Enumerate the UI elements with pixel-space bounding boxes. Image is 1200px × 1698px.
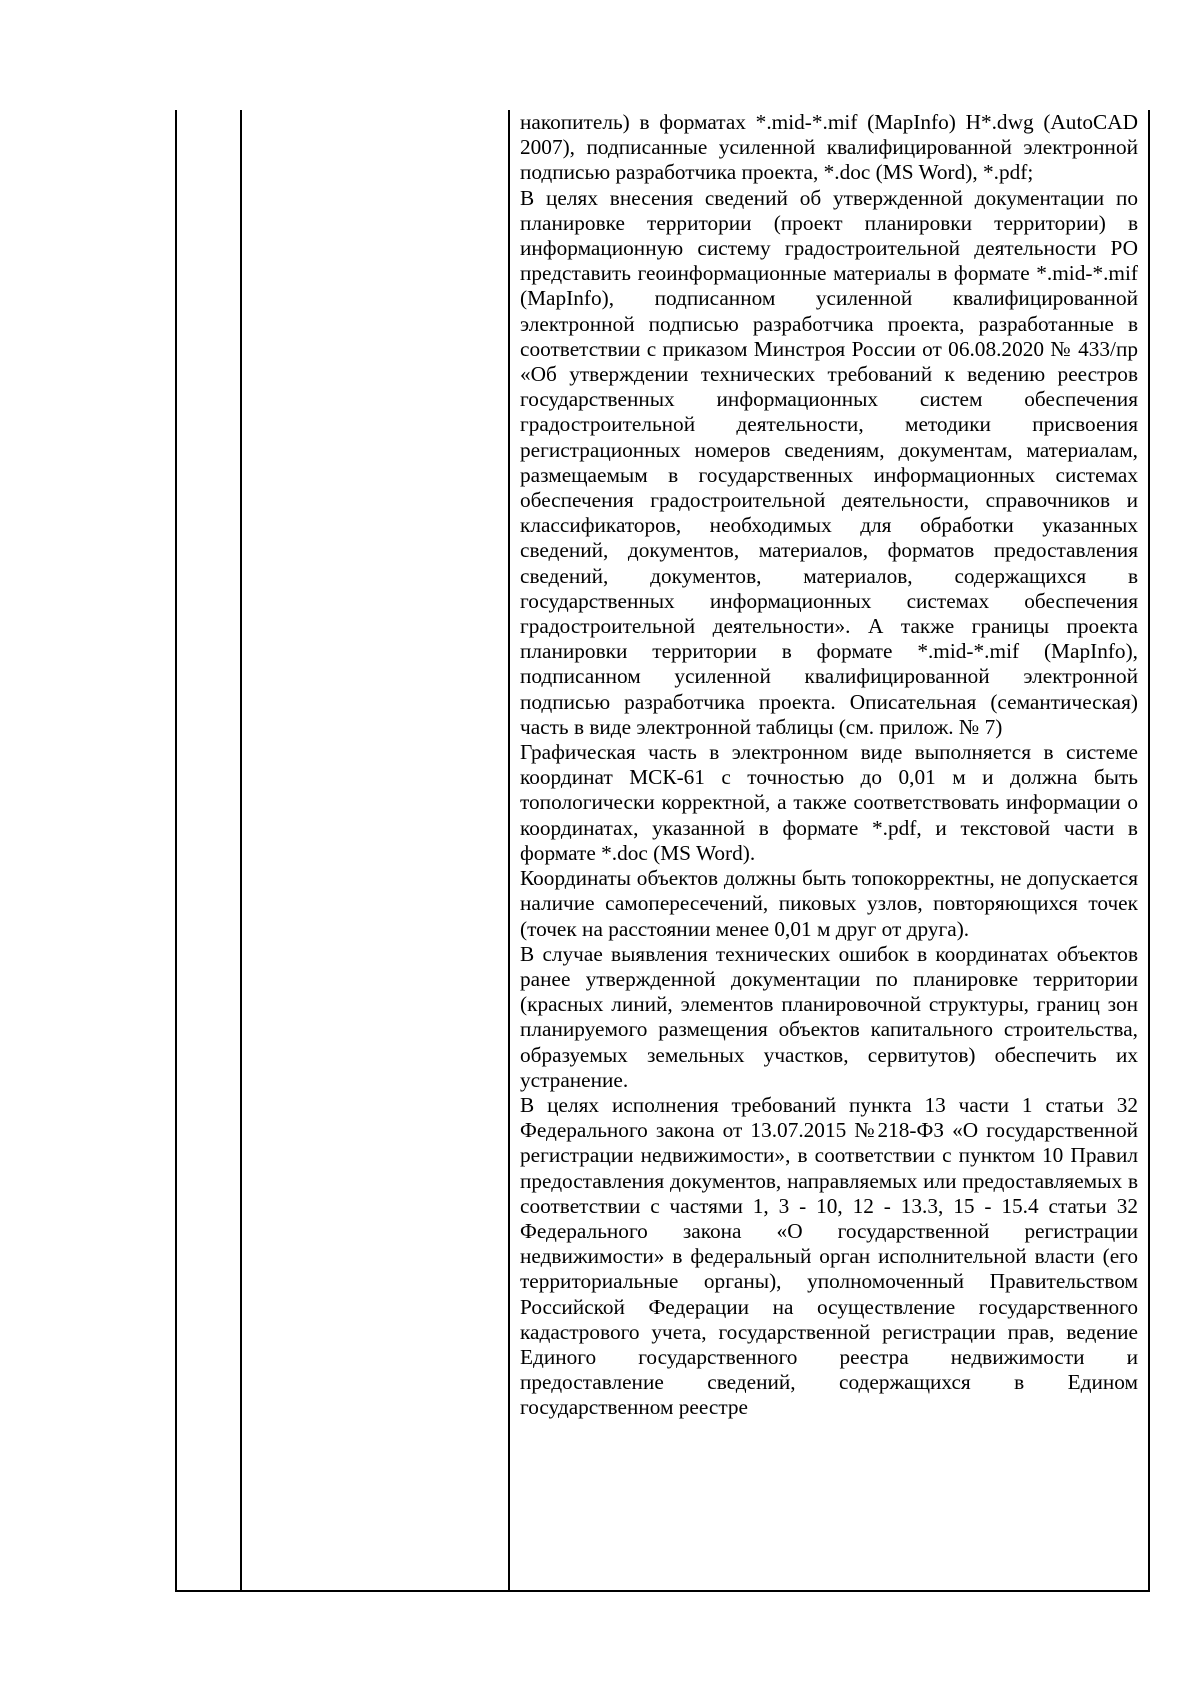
paragraph: Графическая часть в электронном виде выполняется в системе координат МСК-61 с точностью до 0,01 м и должна быть топологически корректной, а также соответствовать информации о координатах, указанной в формате *.pdf, и текстовой части в формате *.doc (MS Word). (520, 740, 1138, 865)
requirements-table (175, 110, 1150, 1592)
paragraph: В случае выявления технических ошибок в координатах объектов ранее утвержденной документации по планировке территории (красных линий, элементов планировочной структуры, границ зон планируемого размещения объектов капитального строительства, образуемых земельных участков, сервитутов) обеспечить их устранение. (520, 941, 1138, 1092)
paragraph: накопитель) в форматах *.mid-*.mif (MapInfo) H*.dwg (AutoCAD 2007), подписанные усиленной квалифицированной электронной подписью разработчика проекта, *.doc (MS Word), *.pdf; (520, 110, 1138, 185)
paragraph: В целях внесения сведений об утвержденной документации по планировке территории (проект планировки территории) в информационную систему градостроительной деятельности РО представить геоинформационные материалы в формате *.mid-*.mif (MapInfo), подписанном усиленной квалифицированной электронной подписью разработчика проекта, разработанные в соответствии с приказом Минстроя России от 06.08.2020 № 433/пр «Об утверждении технических требований к ведению реестров государственных информационных систем обеспечения градостроительной деятельности, методики присвоения регистрационных номеров сведениям, документам, материалам, размещаемым в государственных информационных системах обеспечения градостроительной деятельности, справочников и классификаторов, необходимых для обработки указанных сведений, документов, материалов, форматов предоставления сведений, документов, материалов, содержащихся в государственных информационных системах обеспечения градостроительной деятельности». А также границы проекта планировки территории в формате *.mid-*.mif (MapInfo), подписанном усиленной квалифицированной электронной подписью разработчика проекта. Описательная (семантическая) часть в виде электронной таблицы (см. прилож. № 7) (520, 185, 1138, 739)
name-cell (241, 110, 509, 1591)
table-row (176, 110, 1149, 1591)
paragraph: Координаты объектов должны быть топокорректны, не допускается наличие самопересечений, пиковых узлов, повторяющихся точек (точек на расстоянии менее 0,01 м друг от друга). (520, 866, 1138, 941)
number-cell (176, 110, 241, 1591)
content-cell (509, 110, 1149, 1591)
paragraph: В целях исполнения требований пункта 13 части 1 статьи 32 Федерального закона от 13.07.2015 №218-ФЗ «О государственной регистрации недвижимости», в соответствии с пунктом 10 Правил предоставления документов, направляемых или предоставляемых в соответствии с частями 1, 3 - 10, 12 - 13.3, 15 - 15.4 статьи 32 Федерального закона «О государственной регистрации недвижимости» в федеральный орган исполнительной власти (его территориальные органы), уполномоченный Правительством Российской Федерации на осуществление государственного кадастрового учета, государственной регистрации прав, ведение Единого государственного реестра недвижимости и предоставление сведений, содержащихся в Едином государственном реестре (520, 1092, 1138, 1420)
